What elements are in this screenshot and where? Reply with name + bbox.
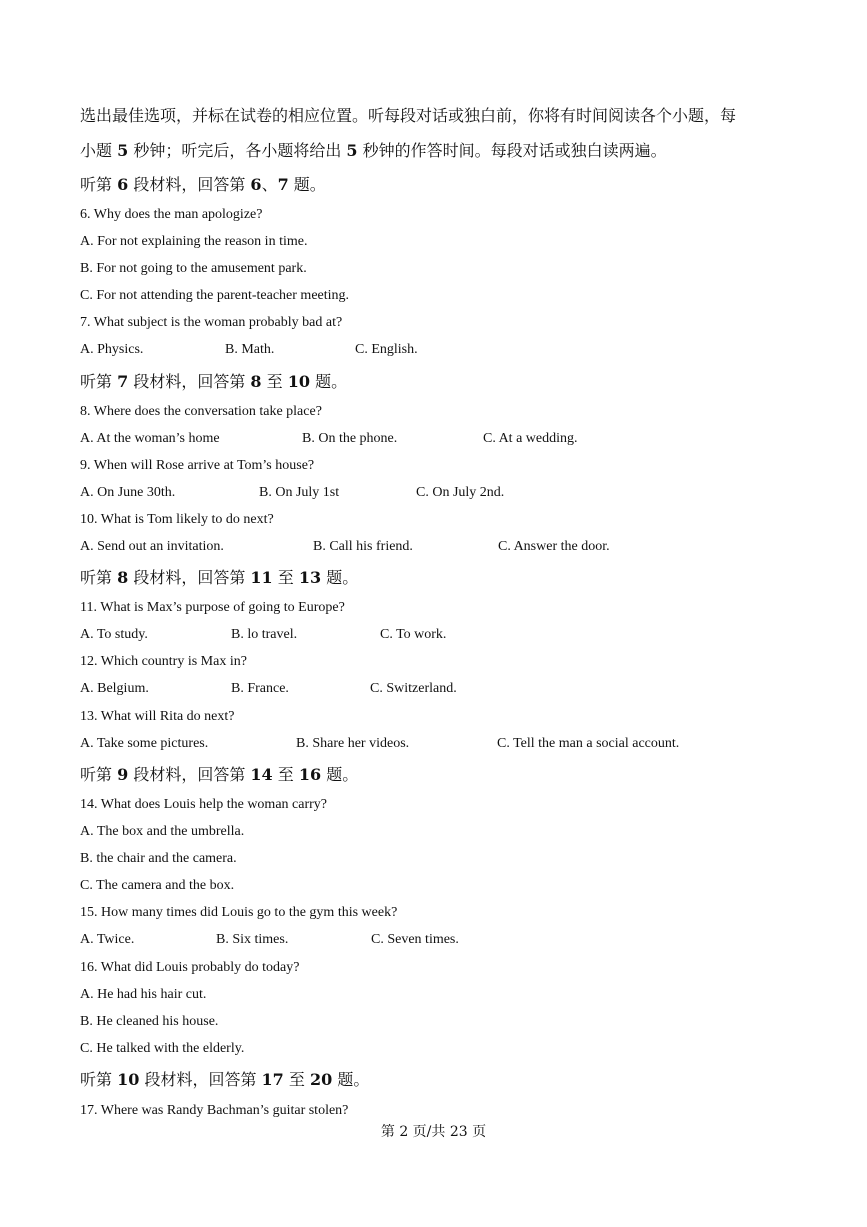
question-6-option-c: C. For not attending the parent-teacher meeting. [80,288,350,303]
question-13-option-b: B. Share her videos. [296,736,410,751]
page-footer: 第 2 页/共 23 页 [380,1124,487,1140]
question-9-option-b: B. On July 1st [259,485,340,500]
question-7-option-a: A. Physics. [80,342,144,357]
intro-line-2: 小题 5 秒钟；听完后，各小题将给出 5 秒钟的作答时间。每段对话或独白读两遍。 [80,141,667,160]
question-10-option-a: A. Send out an invitation. [80,539,224,554]
question-15-option-b: B. Six times. [216,932,289,947]
question-7: 7. What subject is the woman probably bad at? [80,315,343,330]
question-7-option-c: C. English. [355,342,418,357]
question-10-option-b: B. Call his friend. [313,539,413,554]
question-16: 16. What did Louis probably do today? [80,960,300,975]
section-heading-8: 听第 8 段材料，回答第 11 至 13 题。 [80,568,359,587]
question-6: 6. Why does the man apologize? [80,207,263,222]
question-12-option-a: A. Belgium. [80,681,149,696]
section-heading-9: 听第 9 段材料，回答第 14 至 16 题。 [80,765,359,784]
question-15: 15. How many times did Louis go to the gym this week? [80,905,398,920]
question-9-option-a: A. On June 30th. [80,485,176,500]
question-8-option-b: B. On the phone. [302,431,398,446]
question-17: 17. Where was Randy Bachman’s guitar stolen? [80,1103,349,1118]
question-10-option-c: C. Answer the door. [498,539,610,554]
question-11-option-a: A. To study. [80,627,148,642]
question-8-option-c: C. At a wedding. [483,431,578,446]
question-10: 10. What is Tom likely to do next? [80,512,274,527]
question-16-option-c: C. He talked with the elderly. [80,1041,245,1056]
question-16-option-a: A. He had his hair cut. [80,987,207,1002]
question-15-option-c: C. Seven times. [371,932,459,947]
question-13: 13. What will Rita do next? [80,709,235,724]
question-13-option-a: A. Take some pictures. [80,736,209,751]
question-9-option-c: C. On July 2nd. [416,485,505,500]
question-14-option-b: B. the chair and the camera. [80,851,237,866]
question-11-option-c: C. To work. [380,627,447,642]
question-14-option-c: C. The camera and the box. [80,878,235,893]
question-11: 11. What is Max’s purpose of going to Europe? [80,600,345,615]
question-14: 14. What does Louis help the woman carry? [80,797,328,812]
question-12: 12. Which country is Max in? [80,654,247,669]
question-12-option-b: B. France. [231,681,289,696]
question-13-option-c: C. Tell the man a social account. [497,736,680,751]
question-6-option-b: B. For not going to the amusement park. [80,261,307,276]
question-6-option-a: A. For not explaining the reason in time. [80,234,308,249]
question-9: 9. When will Rose arrive at Tom’s house? [80,458,315,473]
section-heading-10: 听第 10 段材料，回答第 17 至 20 题。 [80,1070,370,1089]
question-12-option-c: C. Switzerland. [370,681,457,696]
question-14-option-a: A. The box and the umbrella. [80,824,245,839]
section-heading-6: 听第 6 段材料，回答第 6、7 题。 [80,175,326,194]
question-8-option-a: A. At the woman’s home [80,431,220,446]
question-15-option-a: A. Twice. [80,932,135,947]
question-11-option-b: B. lo travel. [231,627,298,642]
intro-line-1: 选出最佳选项，并标在试卷的相应位置。听每段对话或独白前，你将有时间阅读各个小题，每 [80,106,737,125]
section-heading-7: 听第 7 段材料，回答第 8 至 10 题。 [80,372,348,391]
question-16-option-b: B. He cleaned his house. [80,1014,219,1029]
question-8: 8. Where does the conversation take place? [80,404,322,419]
question-7-option-b: B. Math. [225,342,275,357]
